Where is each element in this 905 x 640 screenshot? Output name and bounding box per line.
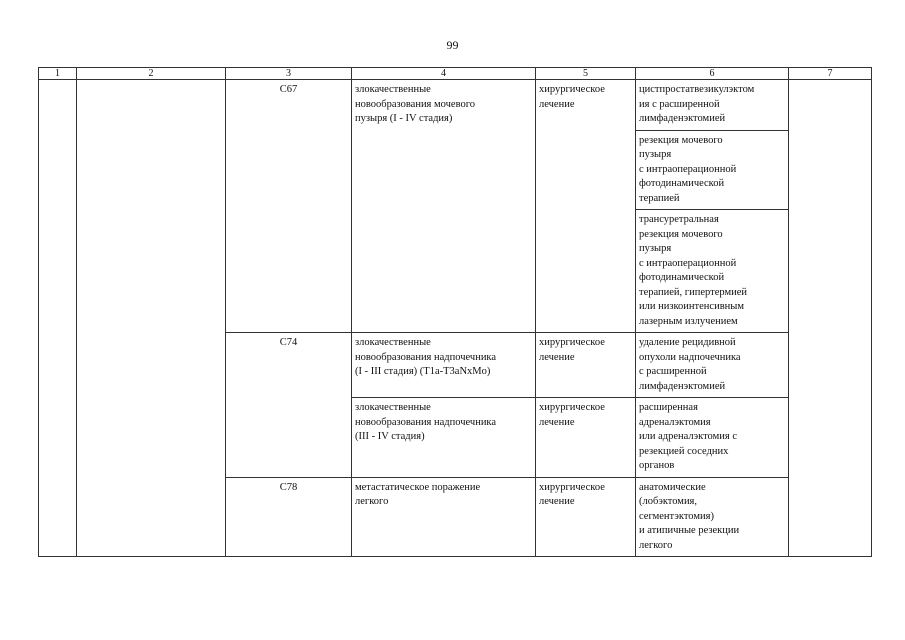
method-text: расширенная адреналэктомия или адреналэктомия с резекцией соседних органов (639, 402, 737, 471)
method-cell (636, 333, 789, 398)
method-cell (636, 80, 789, 131)
column-header-1: 1 (39, 68, 77, 80)
method-text: удаление рецидивной опухоли надпочечника с расширенной лимфаденэктомией (639, 337, 741, 392)
method-text: цистпростатвезикулэктом ия с расширенной лимфаденэктомией (639, 84, 755, 124)
treatment-cell (536, 477, 636, 557)
treatment-text: хирургическое лечение (539, 402, 605, 428)
column-header-6: 6 (636, 68, 789, 80)
diagnosis-cell (352, 333, 536, 398)
diagnosis-code: C67 (226, 80, 352, 333)
method-text: резекция мочевого пузыря с интраоперационной фотодинамической терапией (639, 134, 737, 204)
diagnosis-code: C74 (226, 333, 352, 478)
page-number: 99 (446, 38, 459, 52)
treatment-cell (536, 80, 636, 333)
method-text: анатомические (лобэктомия, сегментэктомия) и атипичные резекции легкого (639, 481, 740, 551)
column-2-cell (77, 80, 226, 557)
diagnosis-text: злокачественные новообразования надпочечника (III - IV стадия) (355, 402, 497, 442)
method-text: трансуретральная резекция мочевого пузыря с интраоперационной фотодинамической терапией, гипертермией или низкоинтенсивным лазерным излучением (639, 214, 747, 327)
method-cell (636, 210, 789, 333)
column-header-7: 7 (789, 68, 872, 80)
table-row (39, 80, 872, 131)
diagnosis-text: метастатическое поражение легкого (355, 481, 481, 507)
column-header-2: 2 (77, 68, 226, 80)
column-header-4: 4 (352, 68, 536, 80)
method-cell (636, 477, 789, 557)
column-header-5: 5 (536, 68, 636, 80)
method-cell (636, 398, 789, 478)
treatment-cell (536, 398, 636, 478)
column-number-row (39, 68, 872, 80)
diagnosis-text: злокачественные новообразования надпочечника (I - III стадия) (T1a-T3aNxMo) (355, 337, 497, 377)
column-1-cell (39, 80, 77, 557)
treatment-text: хирургическое лечение (539, 337, 605, 363)
method-cell (636, 130, 789, 210)
diagnosis-code: C78 (226, 477, 352, 557)
treatment-cell (536, 333, 636, 398)
diagnosis-text: злокачественные новообразования мочевого пузыря (I - IV стадия) (355, 84, 476, 124)
column-header-3: 3 (226, 68, 352, 80)
column-7-cell (789, 80, 872, 557)
diagnosis-cell (352, 398, 536, 478)
diagnosis-cell (352, 477, 536, 557)
treatment-text: хирургическое лечение (539, 84, 605, 110)
diagnosis-cell (352, 80, 536, 333)
treatment-table (38, 67, 872, 557)
treatment-text: хирургическое лечение (539, 481, 605, 507)
